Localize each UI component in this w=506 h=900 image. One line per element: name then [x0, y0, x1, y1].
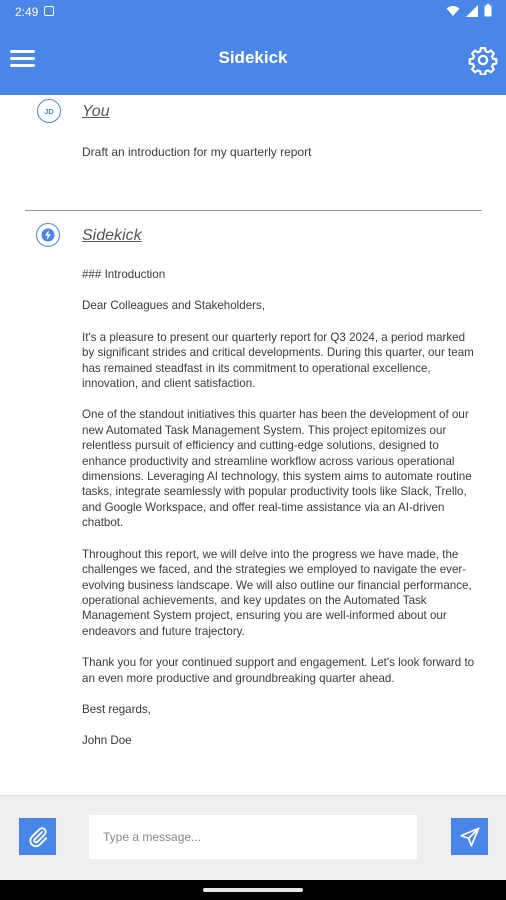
message-text: Draft an introduction for my quarterly report — [82, 145, 312, 159]
system-nav-bar — [0, 880, 506, 900]
message-signature: John Doe — [82, 734, 132, 748]
home-gesture-handle[interactable] — [203, 888, 303, 892]
status-icons — [446, 4, 492, 17]
message-input[interactable] — [89, 815, 417, 859]
message-paragraph: Dear Colleagues and Stakeholders, — [82, 299, 266, 313]
wifi-icon — [446, 5, 460, 17]
message-signoff: Best regards, — [82, 702, 151, 716]
gear-icon — [468, 45, 498, 75]
paperclip-icon — [27, 826, 49, 848]
sender-name: You — [82, 103, 110, 120]
message-divider — [25, 210, 482, 211]
message-paragraph: Throughout this report, we will delve into the progress we have made, the challenges we faced, and the strategies we employed to navigate the ever-evolving business landscape. We will also outline our financial performance, operational achievements, and key updates on the Automated Task Management System project, ensuring you are well-informed about our endeavors and future trajectory. — [82, 547, 472, 638]
avatar — [36, 223, 60, 247]
message-paragraph: It's a pleasure to present our quarterly report for Q3 2024, a period marked by significant strides and critical developments. During this quarter, our team has remained steadfast in its commitment to operational excellence, innovation, and client satisfaction. — [82, 330, 474, 391]
settings-button[interactable] — [468, 45, 498, 75]
signal-icon — [466, 5, 478, 17]
message-composer — [0, 795, 506, 881]
message-heading: ### Introduction — [82, 268, 166, 281]
status-time: 2:49 — [15, 5, 39, 19]
status-bar — [0, 0, 506, 24]
app-bar — [0, 24, 506, 95]
lightning-bolt-icon — [41, 228, 55, 242]
avatar: JD — [37, 99, 61, 123]
message-paragraph: Thank you for your continued support and engagement. Let's look forward to an even more productive and groundbreaking quarter ahead. — [82, 656, 475, 685]
app-title: Sidekick — [218, 48, 288, 67]
battery-icon — [484, 4, 492, 17]
attach-button[interactable] — [19, 818, 56, 855]
send-button[interactable] — [451, 818, 488, 855]
message-body — [82, 267, 477, 765]
send-icon — [459, 826, 481, 848]
message-paragraph: One of the standout initiatives this quarter has been the development of our new Automated Task Management System. This project epitomizes our relentless pursuit of efficiency and cutting-edge solutions, designed to enhance productivity and streamline workflow across various operational dimensions. Leveraging AI technology, this system aims to automate routine tasks, integrate seamlessly with popular productivity tools like Slack, Trello, and Google Workspace, and offer real-time assistance via an AI-driven chatbot. — [82, 408, 472, 530]
sender-name: Sidekick — [82, 227, 142, 244]
sim-card-icon — [44, 6, 54, 16]
conversation — [0, 95, 506, 795]
